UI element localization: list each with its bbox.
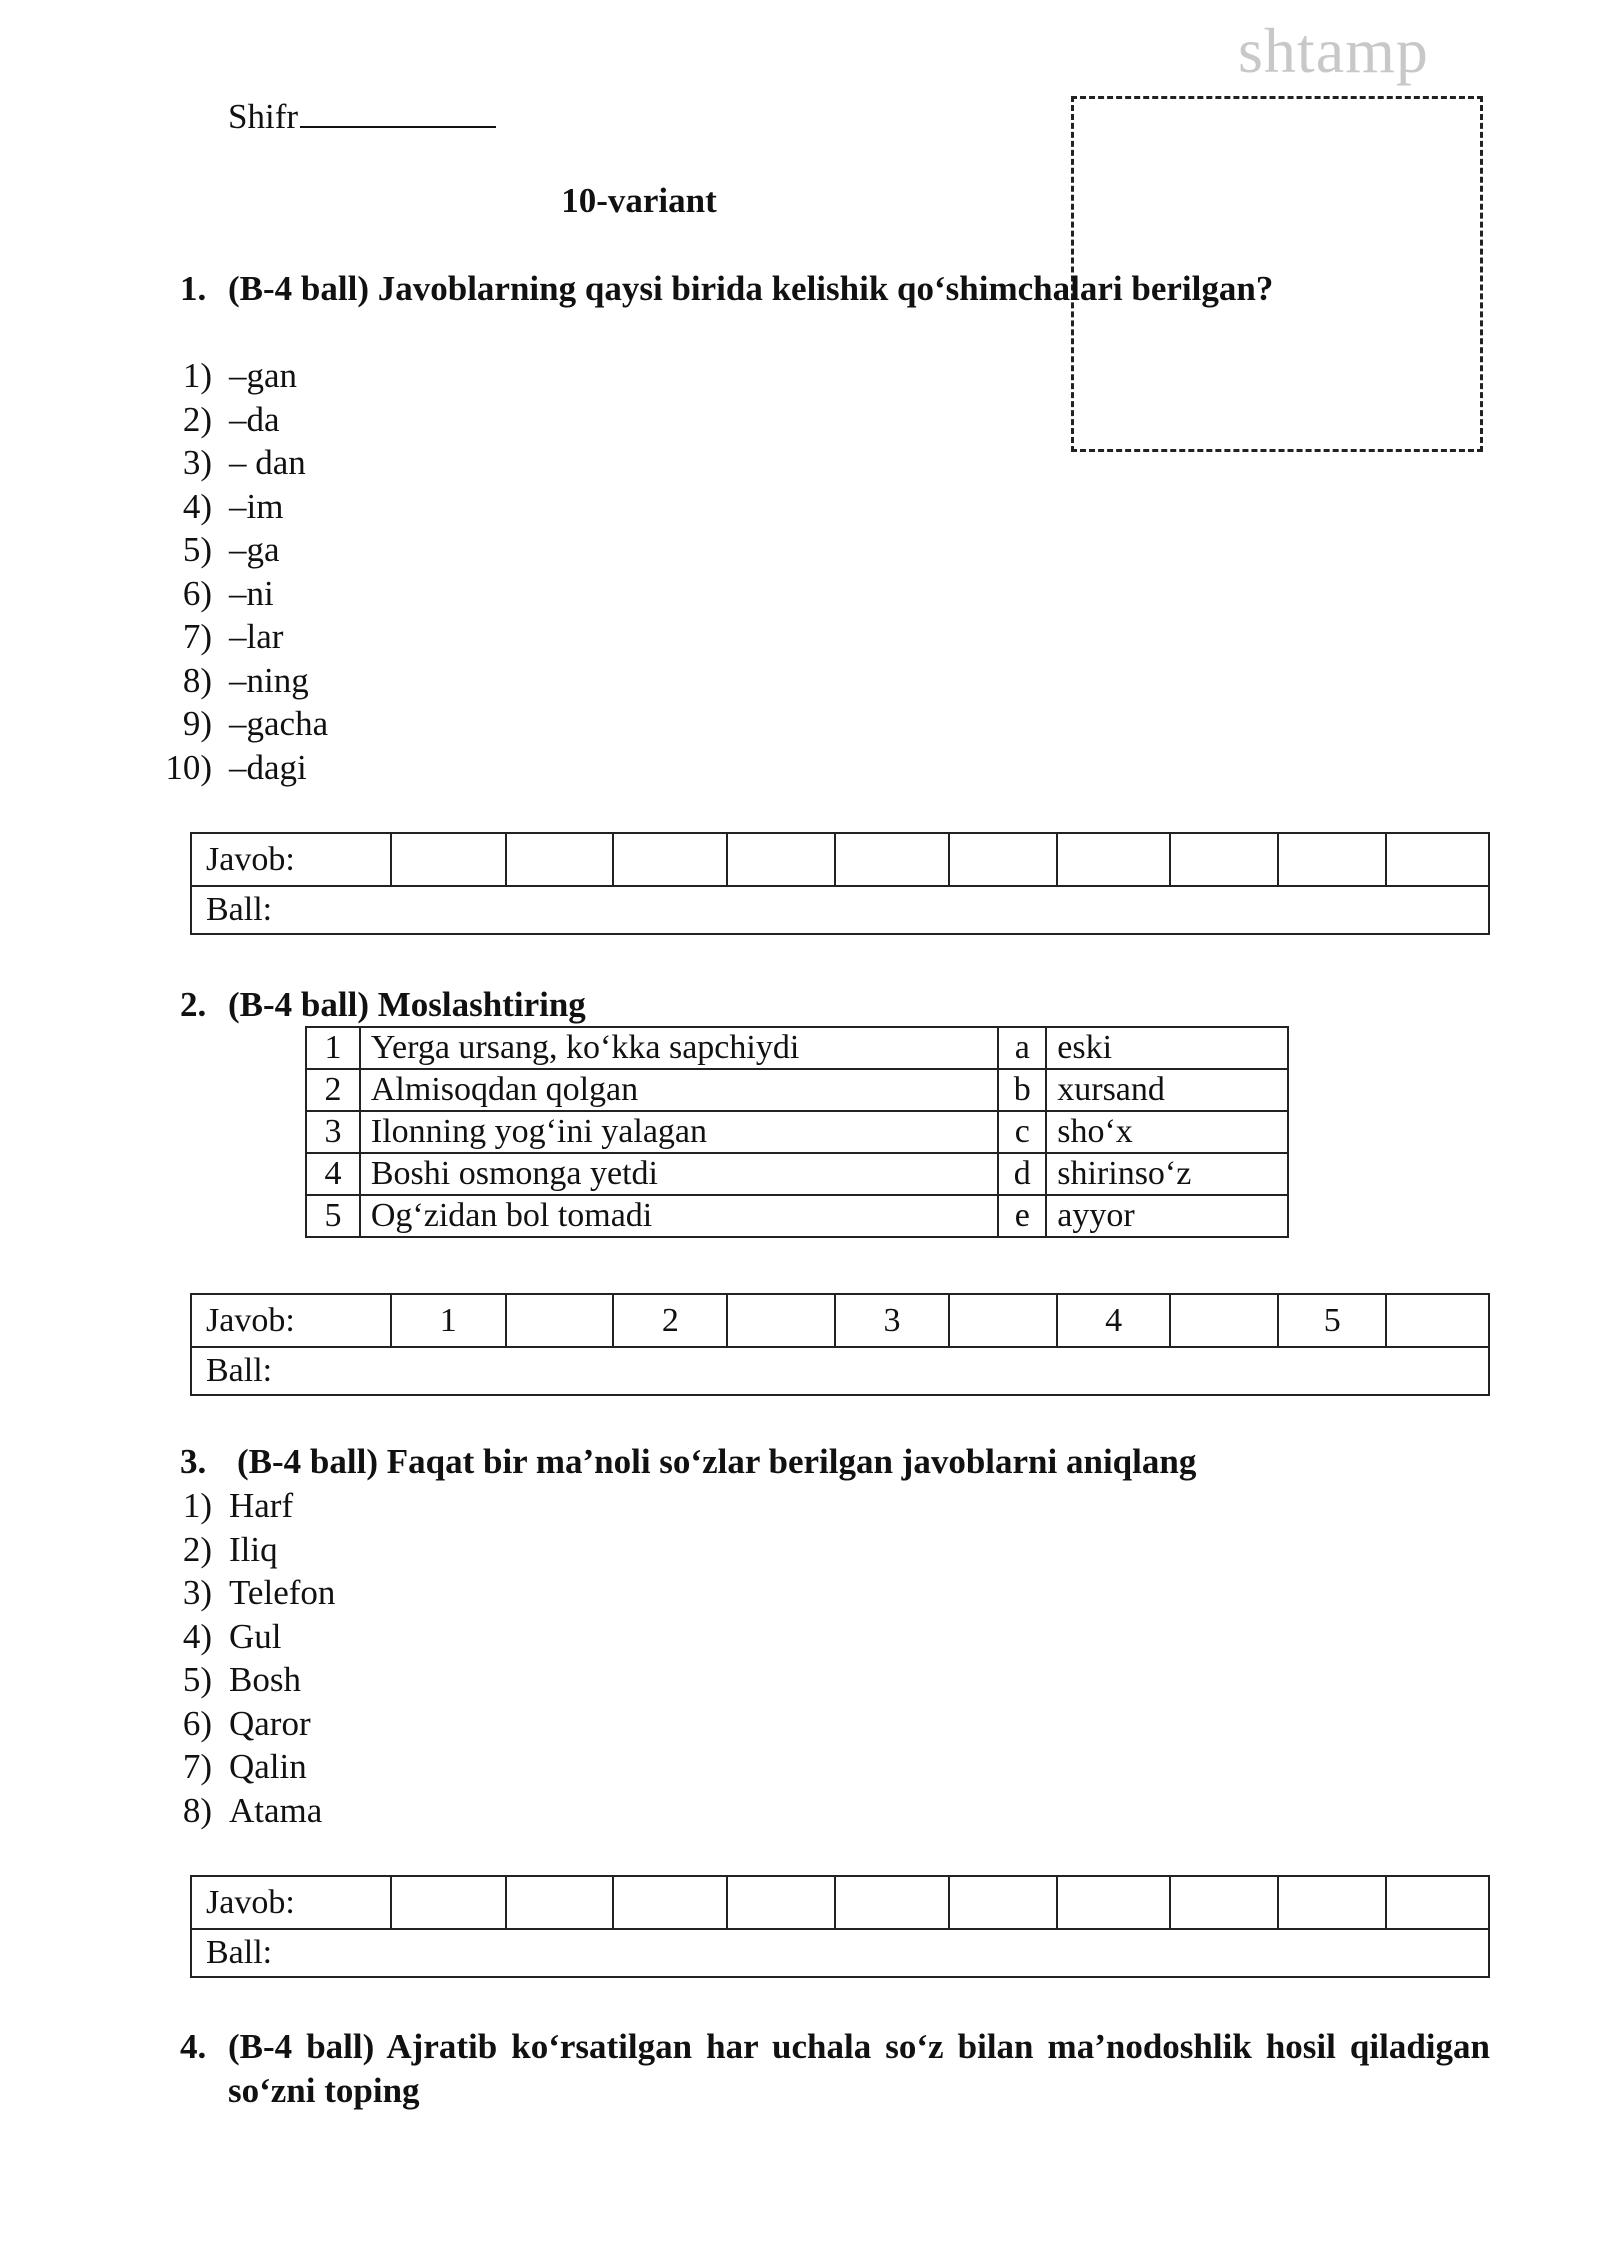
question-1-title — [180, 267, 1490, 311]
option-text: Qaror — [229, 1703, 311, 1743]
option-text: –im — [229, 486, 284, 526]
matching-row — [306, 1027, 1288, 1069]
question-text: (B-4 ball) Faqat bir ma’noli so‘zlar berilgan javoblarni aniqlang — [237, 1442, 1197, 1481]
option-item — [160, 572, 328, 616]
option-number: 4) — [182, 486, 212, 526]
option-number: 6) — [182, 573, 212, 613]
answer-cell[interactable] — [1386, 833, 1489, 886]
option-text: – dan — [229, 443, 306, 482]
option-number: 7) — [182, 617, 212, 656]
ball-label: Ball: — [191, 1347, 1489, 1395]
variant-title: 10-variant — [561, 181, 717, 220]
question-text: (B-4 ball) Moslashtiring — [228, 985, 586, 1024]
answer-row — [191, 1876, 1489, 1929]
question-1-options — [160, 354, 328, 789]
answer-cell[interactable] — [1278, 1876, 1386, 1929]
answer-cell[interactable] — [727, 1876, 835, 1929]
option-number: 10) — [165, 747, 212, 787]
meaning-cell: shirinso‘z — [1046, 1153, 1288, 1195]
meaning-cell: xursand — [1046, 1069, 1288, 1111]
option-text: Harf — [229, 1486, 294, 1525]
matching-row — [306, 1153, 1288, 1195]
row-number: 3 — [306, 1111, 360, 1153]
phrase-cell: Almisoqdan qolgan — [360, 1069, 998, 1111]
option-text: –ni — [229, 573, 274, 613]
option-number: 8) — [182, 660, 212, 700]
ball-label: Ball: — [191, 1929, 1489, 1977]
matching-row — [306, 1069, 1288, 1111]
option-item — [160, 1571, 335, 1615]
answer-cell[interactable] — [391, 1876, 506, 1929]
phrase-cell: Yerga ursang, ko‘kka sapchiydi — [360, 1027, 998, 1069]
option-text: –gan — [229, 356, 298, 395]
row-letter: b — [998, 1069, 1046, 1111]
match-number: 2 — [613, 1294, 727, 1347]
question-number: 3. — [180, 1442, 207, 1481]
shifr-blank-line — [300, 96, 496, 128]
meaning-cell: eski — [1046, 1027, 1288, 1069]
option-item — [160, 1745, 335, 1789]
phrase-cell: Boshi osmonga yetdi — [360, 1153, 998, 1195]
option-item — [160, 441, 328, 485]
answer-cell[interactable] — [1057, 833, 1171, 886]
option-number: 5) — [182, 1660, 212, 1699]
row-letter: d — [998, 1153, 1046, 1195]
answer-cell[interactable] — [613, 833, 727, 886]
option-item — [160, 398, 328, 442]
question-2-answer-table — [190, 1293, 1490, 1396]
option-item — [160, 528, 328, 572]
option-item — [160, 1658, 335, 1702]
option-item — [160, 702, 328, 746]
option-number: 3) — [182, 443, 212, 482]
answer-cell[interactable] — [1057, 1876, 1171, 1929]
question-3-options — [160, 1484, 335, 1832]
question-4-title — [180, 2025, 1490, 2113]
option-item — [160, 615, 328, 659]
meaning-cell: ayyor — [1046, 1195, 1288, 1237]
match-number: 1 — [391, 1294, 506, 1347]
shifr-field — [228, 96, 496, 137]
javob-label: Javob: — [191, 833, 391, 886]
option-item — [160, 1615, 335, 1659]
question-2-title — [180, 983, 1490, 1027]
option-item — [160, 746, 328, 790]
option-item — [160, 1702, 335, 1746]
question-text: (B-4 ball) Ajratib ko‘rsatilgan har uchala so‘z bilan ma’nodoshlik hosil qiladigan so‘zni toping — [228, 2027, 1490, 2110]
answer-row — [191, 833, 1489, 886]
question-number: 1. — [180, 269, 207, 308]
javob-label: Javob: — [191, 1876, 391, 1929]
answer-cell[interactable] — [1170, 1876, 1278, 1929]
answer-cell[interactable] — [1170, 833, 1278, 886]
option-number: 1) — [182, 1486, 212, 1525]
answer-cell[interactable] — [1386, 1294, 1489, 1347]
ball-label: Ball: — [191, 886, 1489, 934]
option-item — [160, 1789, 335, 1833]
answer-cell[interactable] — [727, 1294, 835, 1347]
option-text: –da — [229, 399, 280, 439]
question-number: 2. — [180, 985, 207, 1024]
answer-cell[interactable] — [506, 833, 614, 886]
option-number: 8) — [182, 1790, 212, 1830]
option-text: Gul — [229, 1616, 282, 1656]
option-text: Telefon — [229, 1573, 336, 1612]
phrase-cell: Ilonning yog‘ini yalagan — [360, 1111, 998, 1153]
row-letter: e — [998, 1195, 1046, 1237]
option-number: 2) — [182, 399, 212, 439]
option-number: 2) — [182, 1529, 212, 1569]
ball-row — [191, 886, 1489, 934]
option-text: –dagi — [229, 747, 307, 787]
option-number: 3) — [182, 1573, 212, 1612]
question-3-answer-table — [190, 1875, 1490, 1978]
option-number: 6) — [182, 1703, 212, 1743]
option-number: 1) — [182, 356, 212, 395]
option-item — [160, 659, 328, 703]
match-number: 5 — [1278, 1294, 1386, 1347]
answer-cell[interactable] — [949, 833, 1057, 886]
javob-label: Javob: — [191, 1294, 391, 1347]
answer-cell[interactable] — [506, 1876, 614, 1929]
answer-cell[interactable] — [1278, 833, 1386, 886]
match-number: 3 — [835, 1294, 949, 1347]
question-text: (B-4 ball) Javoblarning qaysi birida kelishik qo‘shimchalari berilgan? — [228, 269, 1274, 308]
answer-cell[interactable] — [949, 1876, 1057, 1929]
meaning-cell: sho‘x — [1046, 1111, 1288, 1153]
option-number: 4) — [182, 1616, 212, 1656]
answer-cell[interactable] — [1386, 1876, 1489, 1929]
ball-row — [191, 1347, 1489, 1395]
option-text: –lar — [229, 617, 284, 656]
row-letter: a — [998, 1027, 1046, 1069]
answer-row — [191, 1294, 1489, 1347]
option-text: Atama — [229, 1790, 323, 1830]
option-text: –ning — [229, 660, 309, 700]
option-text: –gacha — [229, 704, 329, 743]
answer-cell[interactable] — [391, 833, 506, 886]
answer-cell[interactable] — [727, 833, 835, 886]
question-3-title — [180, 1440, 1490, 1484]
answer-cell[interactable] — [613, 1876, 727, 1929]
answer-cell[interactable] — [506, 1294, 614, 1347]
row-number: 4 — [306, 1153, 360, 1195]
answer-cell[interactable] — [835, 1876, 949, 1929]
answer-cell[interactable] — [949, 1294, 1057, 1347]
option-item — [160, 485, 328, 529]
row-number: 2 — [306, 1069, 360, 1111]
option-item — [160, 1484, 335, 1528]
option-text: –ga — [229, 530, 280, 569]
question-number: 4. — [180, 2027, 207, 2066]
option-text: Bosh — [229, 1660, 301, 1699]
answer-cell[interactable] — [835, 833, 949, 886]
phrase-cell: Og‘zidan bol tomadi — [360, 1195, 998, 1237]
option-text: Iliq — [229, 1529, 278, 1569]
question-2-matching-table — [305, 1026, 1289, 1238]
row-number: 5 — [306, 1195, 360, 1237]
stamp-watermark: shtamp — [1238, 15, 1429, 86]
matching-row — [306, 1111, 1288, 1153]
option-number: 5) — [182, 530, 212, 569]
ball-row — [191, 1929, 1489, 1977]
option-number: 9) — [182, 704, 212, 743]
row-number: 1 — [306, 1027, 360, 1069]
option-number: 7) — [182, 1747, 212, 1786]
matching-row — [306, 1195, 1288, 1237]
answer-cell[interactable] — [1170, 1294, 1278, 1347]
question-1-answer-table — [190, 832, 1490, 935]
option-text: Qalin — [229, 1747, 307, 1786]
row-letter: c — [998, 1111, 1046, 1153]
match-number: 4 — [1057, 1294, 1171, 1347]
option-item — [160, 1528, 335, 1572]
shifr-label: Shifr — [228, 97, 298, 136]
option-item — [160, 354, 328, 398]
